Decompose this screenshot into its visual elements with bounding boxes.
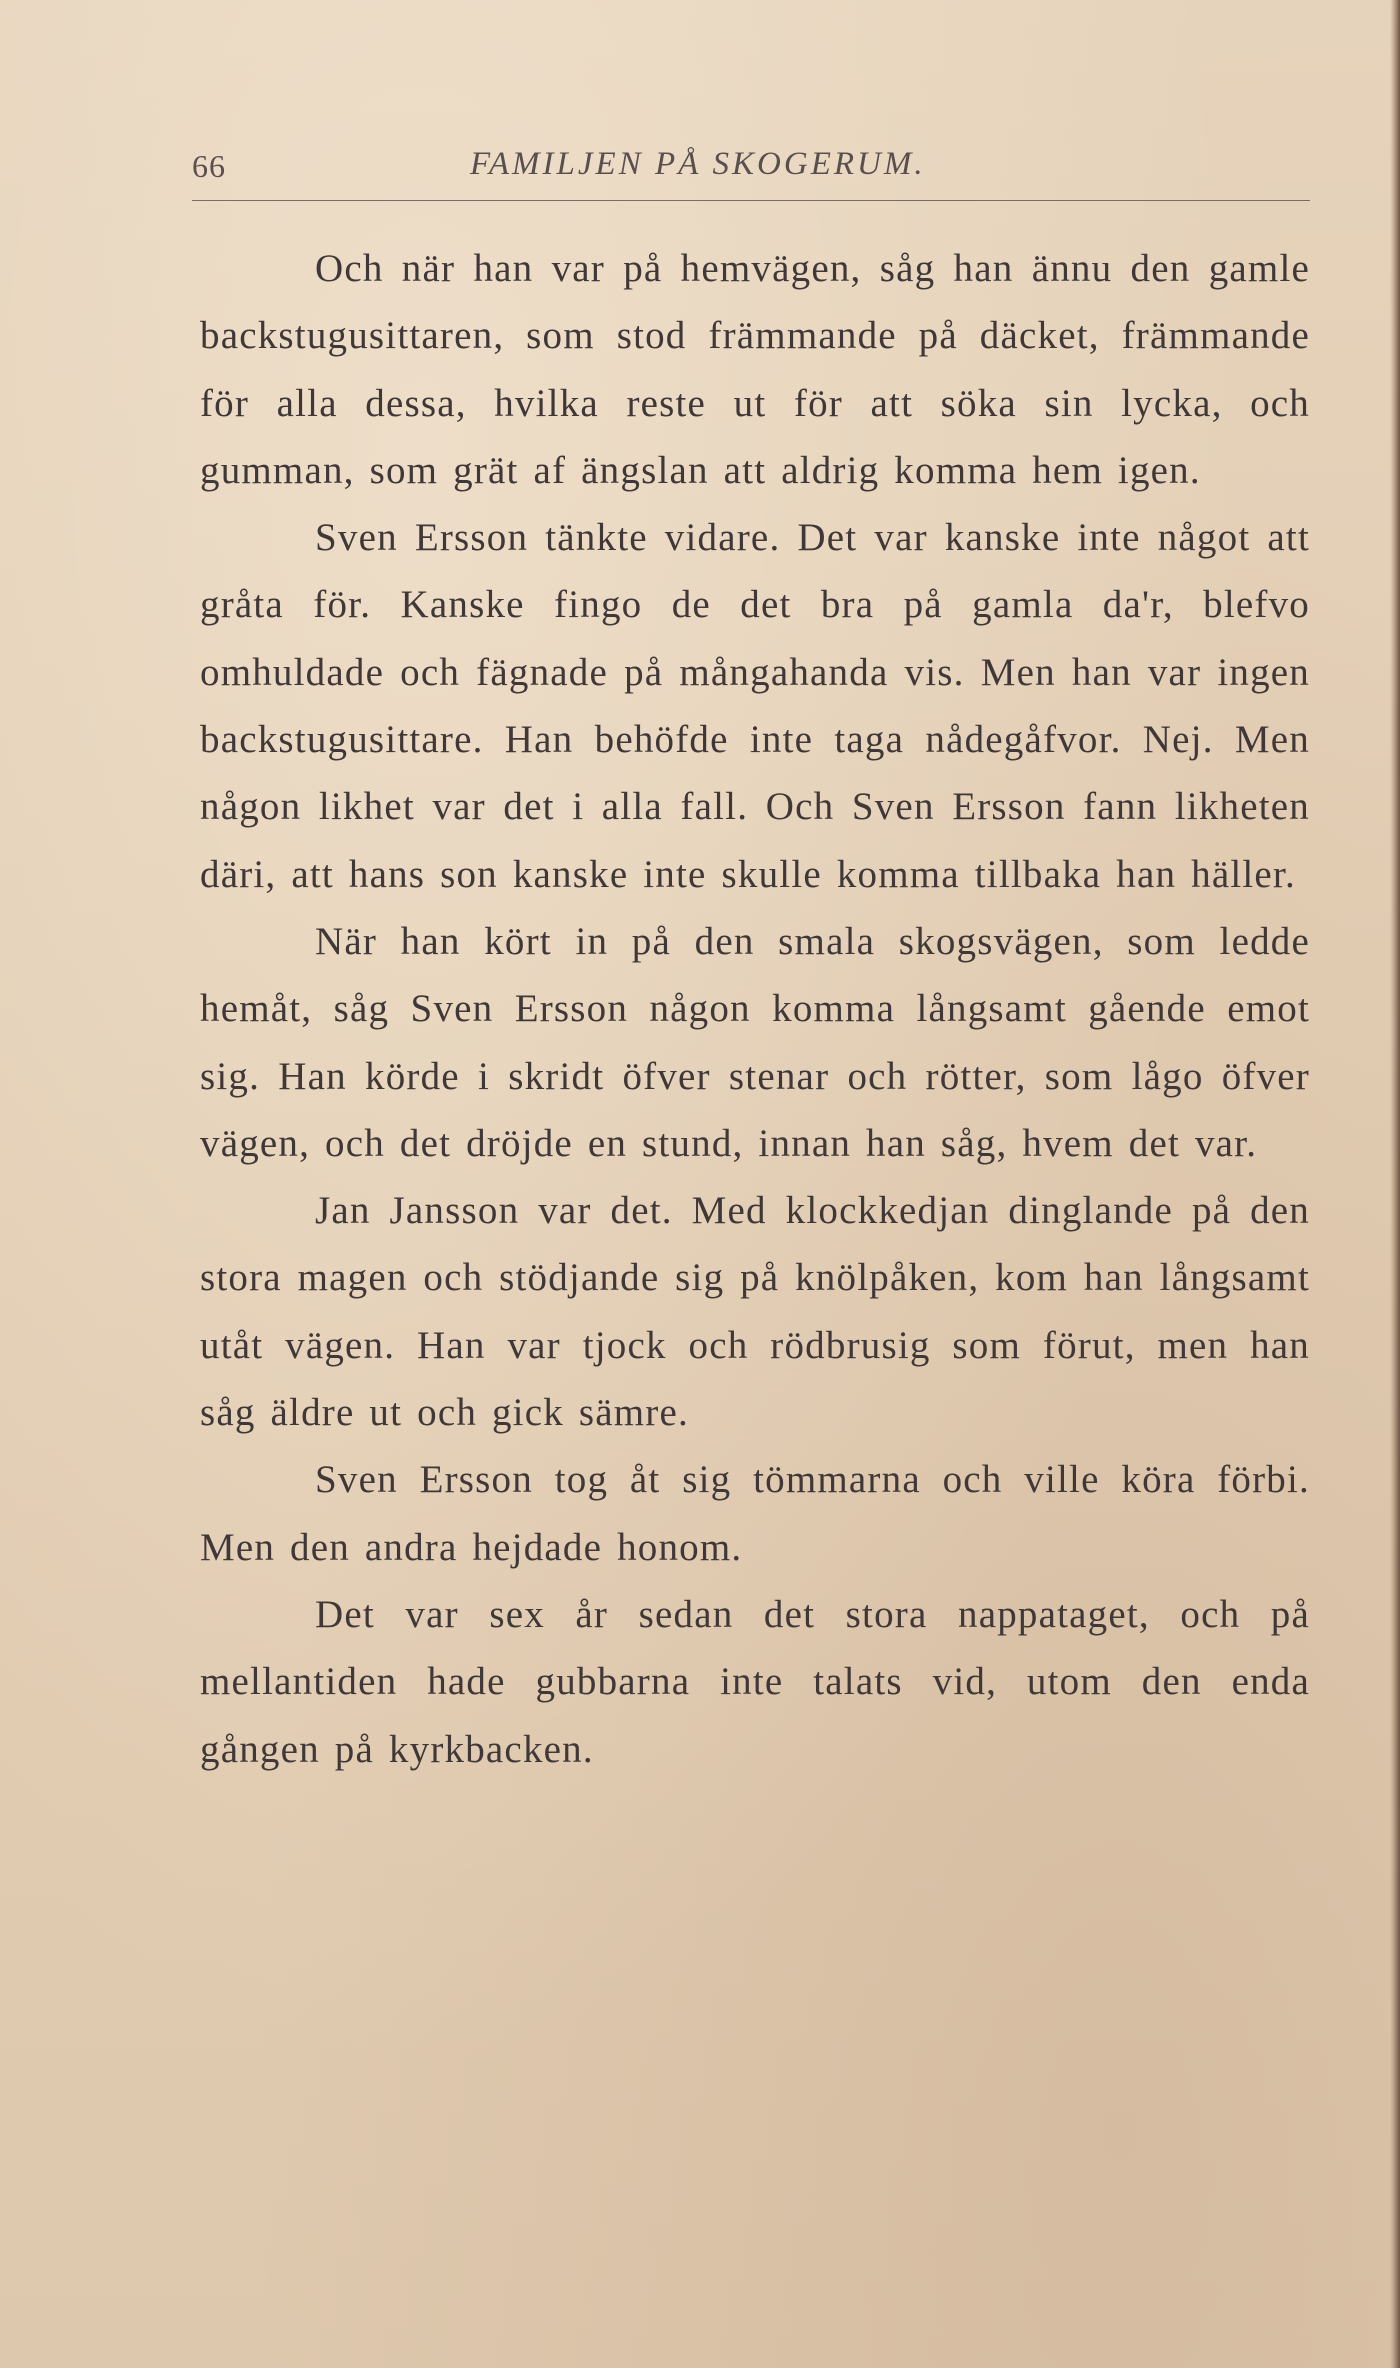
running-title: FAMILJEN PÅ SKOGERUM.	[470, 146, 926, 182]
page-edge-shadow	[1390, 0, 1400, 2368]
paragraph: Jan Jansson var det. Med klockkedjan dinglande på den stora magen och stödjande sig på knölpåken, kom han långsamt utåt vägen. Han var tjock och rödbrusig som förut, men han såg äldre ut och gick sämre.	[200, 1189, 1310, 1435]
running-header	[0, 0, 1400, 200]
paragraph: När han kört in på den smala skogsvägen, som ledde hemåt, såg Sven Ersson någon komma långsamt gående emot sig. Han körde i skridt öfver stenar och rötter, som lågo öfver vägen, och det dröjde en stund, innan han såg, hvem det var.	[200, 919, 1310, 1165]
paragraph: Sven Ersson tog åt sig tömmarna och ville köra förbi. Men den andra hejdade honom.	[200, 1458, 1310, 1569]
paragraph: Och när han var på hemvägen, såg han ännu den gamle backstugusittaren, som stod främmande på däcket, främmande för alla dessa, hvilka reste ut för att söka sin lycka, och gumman, som grät af ängslan att aldrig komma hem igen.	[200, 247, 1310, 492]
paragraph: Sven Ersson tänkte vidare. Det var kanske inte något att gråta för. Kanske fingo de det bra på gamla da'r, blefvo omhuldade och fägnade på mångahanda vis. Men han var ingen backstugusittare. Han behöfde inte taga nådegåfvor. Nej. Men någon likhet var det i alla fall. Och Sven Ersson fann likheten däri, att hans son kanske inte skulle komma tillbaka han häller.	[200, 516, 1310, 896]
paragraph: Det var sex år sedan det stora nappataget, och på mellantiden hade gubbarna inte talats vid, utom den enda gången på kyrkbacken.	[200, 1592, 1310, 1771]
body-text	[200, 235, 1310, 1783]
header-rule	[192, 200, 1310, 201]
page-number: 66	[192, 148, 226, 184]
